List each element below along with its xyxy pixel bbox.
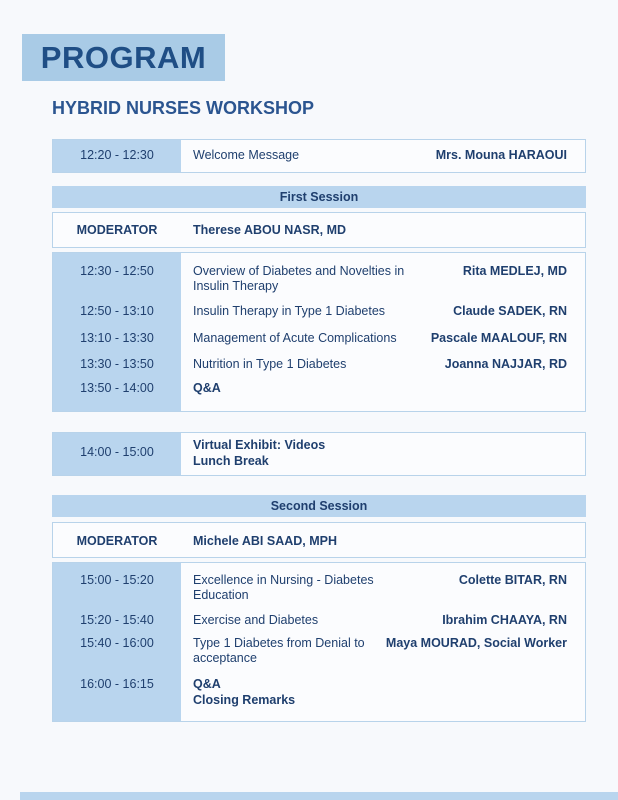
speaker: Pascale MAALOUF, RN — [430, 331, 567, 345]
speaker: Joanna NAJJAR, RD — [444, 357, 567, 371]
time: 13:10 - 13:30 — [80, 331, 154, 345]
moderator-box-1 — [52, 212, 586, 248]
moderator-box-2 — [52, 522, 586, 558]
session-title: Q&A — [193, 677, 221, 691]
session-title: Type 1 Diabetes from Denial to acceptance — [193, 636, 365, 665]
speaker: Mrs. Mouna HARAOUI — [435, 148, 567, 162]
moderator-label: MODERATOR — [76, 534, 158, 548]
time: 15:40 - 16:00 — [80, 636, 154, 650]
time: 15:00 - 15:20 — [80, 573, 154, 587]
first-session-header: First Session — [52, 186, 586, 208]
session-title: Overview of Diabetes and Novelties in Insulin Therapy — [193, 264, 405, 293]
session-title: Closing Remarks — [193, 693, 296, 707]
session1-box — [52, 252, 586, 412]
second-session-header: Second Session — [52, 495, 586, 517]
break-title: Virtual Exhibit: Videos — [193, 438, 326, 452]
moderator-name: Michele ABI SAAD, MPH — [193, 534, 338, 548]
speaker: Maya MOURAD, Social Worker — [385, 636, 567, 650]
time: 13:30 - 13:50 — [80, 357, 154, 371]
footer-bar — [20, 792, 618, 800]
session-title: Excellence in Nursing - Diabetes Education — [193, 573, 374, 602]
session-title: Q&A — [193, 381, 221, 395]
time: 14:00 - 15:00 — [80, 445, 154, 459]
break-box — [52, 432, 586, 476]
session-title: Insulin Therapy in Type 1 Diabetes — [193, 304, 386, 318]
workshop-title: HYBRID NURSES WORKSHOP — [52, 98, 315, 118]
session-title: Welcome Message — [193, 148, 300, 162]
session-title: Management of Acute Complications — [193, 331, 397, 345]
session-title: Nutrition in Type 1 Diabetes — [193, 357, 347, 371]
moderator-name: Therese ABOU NASR, MD — [193, 223, 347, 237]
time: 15:20 - 15:40 — [80, 613, 154, 627]
welcome-box — [52, 139, 586, 173]
time: 12:20 - 12:30 — [80, 148, 154, 162]
session-title: Exercise and Diabetes — [193, 613, 319, 627]
time: 13:50 - 14:00 — [80, 381, 154, 395]
session2-box — [52, 562, 586, 722]
speaker: Colette BITAR, RN — [458, 573, 567, 587]
program-banner: PROGRAM — [22, 34, 225, 81]
time: 12:30 - 12:50 — [80, 264, 154, 278]
time: 16:00 - 16:15 — [80, 677, 154, 691]
break-title: Lunch Break — [193, 454, 269, 468]
time: 12:50 - 13:10 — [80, 304, 154, 318]
speaker: Rita MEDLEJ, MD — [462, 264, 567, 278]
moderator-label: MODERATOR — [76, 223, 158, 237]
speaker: Ibrahim CHAAYA, RN — [442, 613, 567, 627]
speaker: Claude SADEK, RN — [453, 304, 567, 318]
